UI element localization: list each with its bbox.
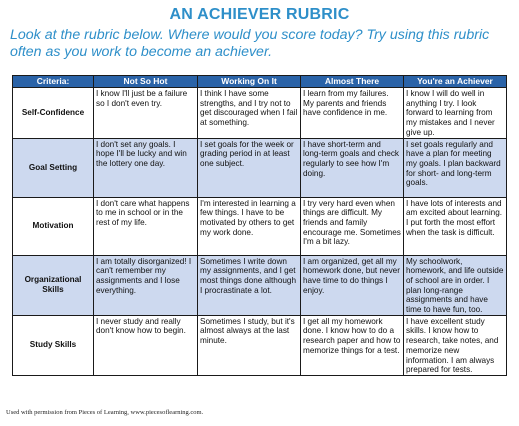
rubric-cell: I have excellent study skills. I know how to research, take notes, and memorize new information. I am always prepared for tests. xyxy=(404,315,507,375)
rubric-cell: I learn from my failures. My parents and friends have confidence in me. xyxy=(301,88,404,139)
rubric-table xyxy=(12,75,507,376)
rubric-cell: I know I will do well in anything I try. I look forward to learning from my mistakes and I never give up. xyxy=(404,88,507,139)
rubric-subtitle: Look at the rubric below. Where would you score today? Try using this rubric often as you work to become an achiever. xyxy=(10,27,490,60)
header-almost-there: Almost There xyxy=(301,76,404,88)
rubric-cell: I am totally disorganized! I can't remember my assignments and I lose everything. xyxy=(94,255,198,315)
rubric-cell: Sometimes I study, but it's almost always at the last minute. xyxy=(198,315,301,375)
criteria-cell: Self-Confidence xyxy=(13,88,94,139)
criteria-cell: Study Skills xyxy=(13,315,94,375)
criteria-cell: Goal Setting xyxy=(13,138,94,197)
header-achiever: You're an Achiever xyxy=(404,76,507,88)
rubric-cell: I think I have some strengths, and I try not to get discouraged when I fail at something. xyxy=(198,88,301,139)
row-study-skills xyxy=(13,315,507,375)
rubric-cell: Sometimes I write down my assignments, and I get most things done although I procrastinate a lot. xyxy=(198,255,301,315)
rubric-cell: I'm interested in learning a few things. I have to be motivated by others to get my work done. xyxy=(198,197,301,255)
criteria-cell: Motivation xyxy=(13,197,94,255)
rubric-cell: I know I'll just be a failure so I don't even try. xyxy=(94,88,198,139)
rubric-cell: My schoolwork, homework, and life outside of school are in order. I plan long-range assignments and have time to have fun, too. xyxy=(404,255,507,315)
rubric-cell: I set goals regularly and have a plan for meeting my goals. I plan backward for short- and long-term goals. xyxy=(404,138,507,197)
criteria-cell: Organizational Skills xyxy=(13,255,94,315)
rubric-cell: I never study and really don't know how to begin. xyxy=(94,315,198,375)
header-row xyxy=(13,76,507,88)
permission-footer: Used with permission from Pieces of Learning, www.piecesoflearning.com. xyxy=(6,409,204,416)
rubric-cell: I am organized, get all my homework done, but never have time to do things I enjoy. xyxy=(301,255,404,315)
row-self-confidence xyxy=(13,88,507,139)
row-organizational-skills xyxy=(13,255,507,315)
rubric-title: AN ACHIEVER RUBRIC xyxy=(169,6,350,23)
rubric-cell: I try very hard even when things are difficult. My friends and family encourage me. Sometimes I'm a bit lazy. xyxy=(301,197,404,255)
row-motivation xyxy=(13,197,507,255)
rubric-cell: I set goals for the week or grading period in at least one subject. xyxy=(198,138,301,197)
header-criteria: Criteria: xyxy=(13,76,94,88)
row-goal-setting xyxy=(13,138,507,197)
rubric-cell: I have lots of interests and am excited about learning. I put forth the most effort when the task is difficult. xyxy=(404,197,507,255)
rubric-cell: I don't set any goals. I hope I'll be lucky and win the lottery one day. xyxy=(94,138,198,197)
rubric-cell: I have short-term and long-term goals and check regularly to see how I'm doing. xyxy=(301,138,404,197)
rubric-cell: I get all my homework done. I know how to do a research paper and how to memorize things for a test. xyxy=(301,315,404,375)
header-working-on-it: Working On It xyxy=(198,76,301,88)
header-not-so-hot: Not So Hot xyxy=(94,76,198,88)
rubric-cell: I don't care what happens to me in school or in the rest of my life. xyxy=(94,197,198,255)
